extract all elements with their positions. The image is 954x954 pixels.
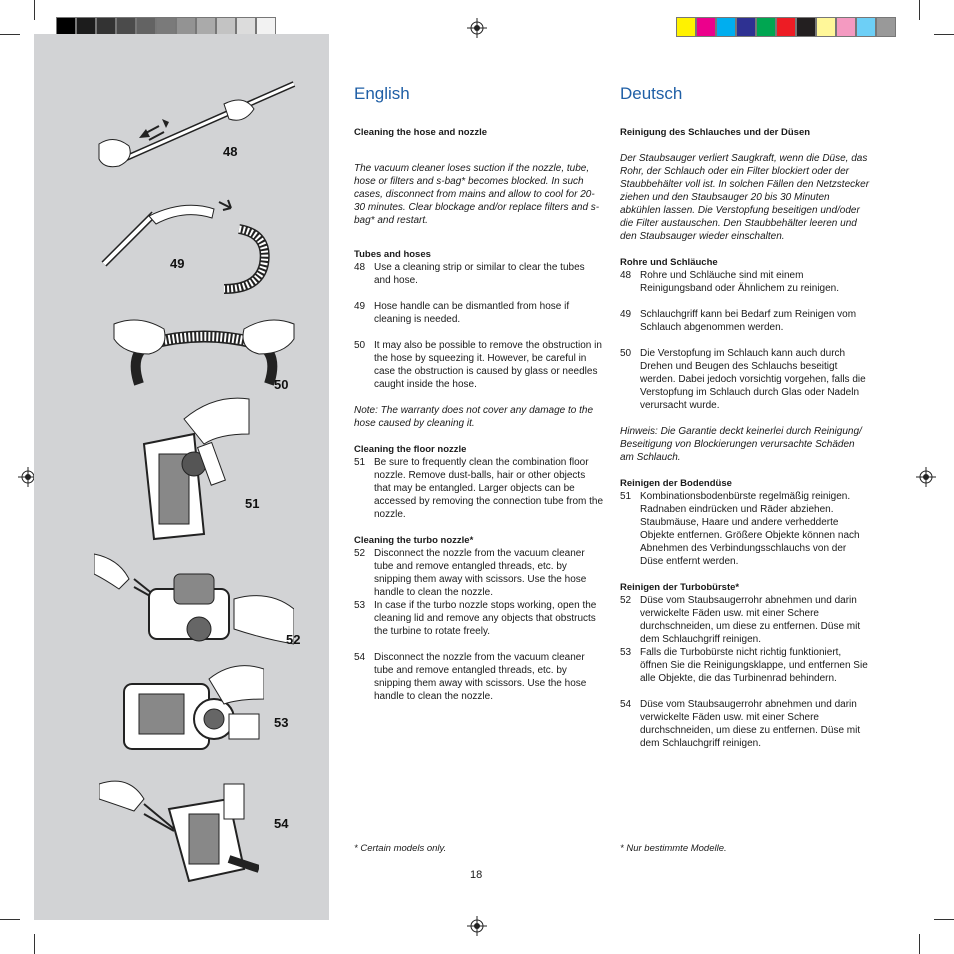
- list-item: 48 Use a cleaning strip or similar to clear the tubes and hose.: [354, 262, 585, 286]
- list-item: 52 Düse vom Staubsaugerrohr abnehmen und darin verwickelte Fäden usw. mit einer Schere durchschneiden, um diese zu entfernen. Düse mit dem Schlauchgriff reinigen.: [620, 595, 861, 645]
- hose-squeeze-illustration: [109, 314, 299, 394]
- intro-text: Der Staubsauger verliert Saugkraft, wenn die Düse, das Rohr, der Schlauch oder ein Filter blockiert oder der Staubbehälter voll ist. In solchen Fällen den Netzstecker ziehen und den Staubsauger 20 bis 30 Minuten abkühlen lassen. Die Verstopfung beseitigen und/oder die Filter austauschen. Den Staubbehälter leeren und den Staubsauger wieder einschalten.: [620, 153, 870, 242]
- list-item: 53 In case if the turbo nozzle stops working, open the cleaning lid and remove any objects that obstructs the turbine to rotate freely.: [354, 600, 597, 637]
- list-item: 52 Disconnect the nozzle from the vacuum cleaner tube and remove entangled threads, etc. by snipping them away with scissors. Use the hose handle to clean the nozzle.: [354, 548, 587, 598]
- list-item: 53 Falls die Turbobürste nicht richtig funktioniert, öffnen Sie die Reinigungsklappe, und entfernen Sie alle Objekte, die das Turbinenrad behindern.: [620, 647, 868, 684]
- hose-handle-illustration: [94, 194, 294, 294]
- color-swatch: [816, 17, 836, 37]
- figure-number: 51: [245, 496, 260, 511]
- section-title: Reinigen der Turbobürste*: [620, 582, 740, 593]
- turbo-nozzle-threads-illustration: [99, 769, 259, 884]
- color-swatch: [716, 17, 736, 37]
- color-swatch: [836, 17, 856, 37]
- list-item: 50 It may also be possible to remove the obstruction in the hose by squeezing it. However, be careful in case the obstruction is caused by glass or needles caught inside the hose.: [354, 340, 602, 390]
- crop-mark: [0, 34, 20, 35]
- figure-number: 52: [286, 632, 301, 647]
- list-item: 54 Disconnect the nozzle from the vacuum cleaner tube and remove entangled threads, etc. by snipping them away with scissors. Use the hose handle to clean the nozzle.: [354, 652, 587, 702]
- list-item: 49 Schlauchgriff kann bei Bedarf zum Reinigen vom Schlauch abgenommen werden.: [620, 309, 857, 333]
- section-title: Cleaning the turbo nozzle*: [354, 535, 474, 546]
- deutsch-heading: Deutsch: [620, 84, 683, 103]
- color-swatch: [876, 17, 896, 37]
- color-swatch: [736, 17, 756, 37]
- crop-mark: [934, 34, 954, 35]
- color-swatch: [796, 17, 816, 37]
- color-swatch: [756, 17, 776, 37]
- intro-text: The vacuum cleaner loses suction if the nozzle, tube, hose or filters and s-bag* becomes blocked. In such cases, disconnect from mains and allow to cool for 20-30 minutes. Clear blockage and/or replace filters and s-bag* and restart.: [354, 163, 600, 226]
- list-item: 49 Hose handle can be dismantled from hose if cleaning is needed.: [354, 301, 570, 325]
- turbo-nozzle-lid-illustration: [114, 659, 264, 759]
- color-strip: [676, 17, 896, 37]
- crop-mark: [0, 919, 20, 920]
- floor-nozzle-illustration: [124, 394, 254, 544]
- figure-number: 49: [170, 256, 185, 271]
- turbo-nozzle-scissors-illustration: [94, 549, 294, 649]
- figure-number: 53: [274, 715, 289, 730]
- section-title: Reinigung des Schlauches und der Düsen: [620, 127, 811, 138]
- color-swatch: [856, 17, 876, 37]
- registration-mark-icon: [916, 467, 936, 487]
- deutsch-column: [620, 126, 870, 750]
- crop-mark: [919, 934, 920, 954]
- section-title: Reinigen der Bodendüse: [620, 478, 732, 489]
- section-title: Cleaning the hose and nozzle: [354, 127, 488, 138]
- illustration-panel: [34, 34, 329, 920]
- footnote: * Nur bestimmte Modelle.: [620, 843, 727, 854]
- crop-mark: [934, 919, 954, 920]
- note-text: Hinweis: Die Garantie deckt keinerlei durch Reinigung/ Beseitigung von Blockierungen verursachte Schäden am Schlauch.: [620, 426, 862, 463]
- color-swatch: [676, 17, 696, 37]
- crop-mark: [919, 0, 920, 20]
- color-swatch: [776, 17, 796, 37]
- tube-cleaning-illustration: [94, 74, 304, 174]
- note-text: Note: The warranty does not cover any damage to the hose caused by cleaning it.: [354, 405, 594, 429]
- color-swatch: [696, 17, 716, 37]
- registration-mark-icon: [467, 18, 487, 38]
- crop-mark: [34, 0, 35, 20]
- section-title: Tubes and hoses: [354, 249, 431, 260]
- crop-mark: [34, 934, 35, 954]
- figure-number: 54: [274, 816, 289, 831]
- section-title: Cleaning the floor nozzle: [354, 444, 467, 455]
- list-item: 48 Rohre und Schläuche sind mit einem Reinigungsband oder Ähnlichem zu reinigen.: [620, 270, 840, 294]
- english-heading: English: [354, 84, 410, 103]
- english-column: [354, 126, 604, 703]
- registration-mark-icon: [467, 916, 487, 936]
- list-item: 50 Die Verstopfung im Schlauch kann auch durch Drehen und Beugen des Schlauchs beseitigt werden. Dabei jedoch vorsichtig vorgehen, falls die Verstopfung im Schlauch durch Glas oder Nadeln verursacht wurde.: [620, 348, 866, 411]
- page-number: 18: [470, 869, 483, 881]
- list-item: 54 Düse vom Staubsaugerrohr abnehmen und darin verwickelte Fäden usw. mit einer Schere durchschneiden, um diese zu entfernen. Düse mit dem Schlauchgriff reinigen.: [620, 699, 861, 749]
- figure-number: 50: [274, 377, 289, 392]
- section-title: Rohre und Schläuche: [620, 257, 718, 268]
- footnote: * Certain models only.: [354, 843, 447, 854]
- list-item: 51 Be sure to frequently clean the combination floor nozzle. Remove dust-balls, hair or other objects that may be entangled. Larger objects can be accessed by removing the connection tube from the nozzle.: [354, 457, 604, 520]
- list-item: 51 Kombinationsbodenbürste regelmäßig reinigen. Radnaben eindrücken und Räder abziehen. Staubmäuse, Haare und andere verhedderte Objekte entfernen. Größere Objekte können nach Abnehmen des Verbindungsschlauchs von der Düse entfernt werden.: [620, 491, 860, 567]
- figure-number: 48: [223, 144, 238, 159]
